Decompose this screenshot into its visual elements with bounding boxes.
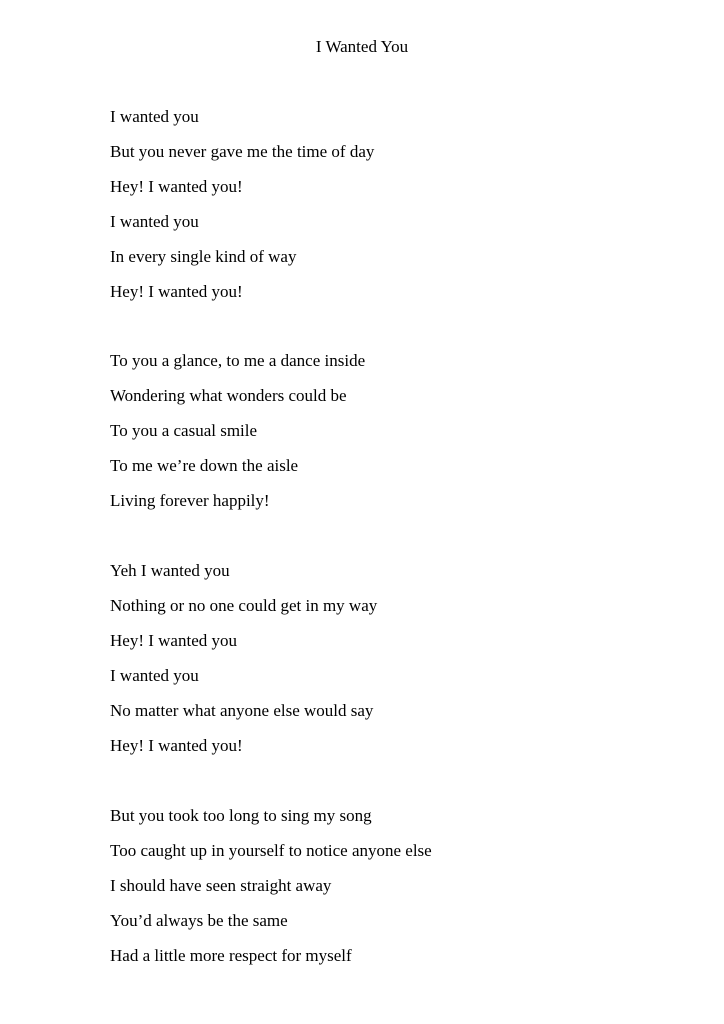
poem-line: Yeh I wanted you: [110, 561, 230, 580]
poem-line: To you a casual smile: [110, 421, 258, 440]
poem-line: But you never gave me the time of day: [110, 142, 375, 161]
poem-line: I should have seen straight away: [110, 876, 332, 895]
poem-line: You’d always be the same: [110, 911, 288, 930]
poem-line: In every single kind of way: [110, 247, 297, 266]
poem-line: I wanted you: [110, 666, 199, 685]
stanza-1: [110, 99, 670, 309]
poem-line: I wanted you: [110, 107, 199, 126]
poem-line: Had a little more respect for myself: [110, 946, 352, 965]
poem-line: I wanted you: [110, 212, 199, 231]
poem-line: Hey! I wanted you: [110, 631, 237, 650]
poem-line: Hey! I wanted you!: [110, 736, 243, 755]
poem-line: Hey! I wanted you!: [110, 282, 243, 301]
stanza-2: [110, 343, 670, 518]
stanza-4: [110, 798, 670, 973]
poem-line: Living forever happily!: [110, 491, 270, 510]
poem-line: Hey! I wanted you!: [110, 177, 243, 196]
poem-title: I Wanted You: [315, 37, 409, 56]
poem-line: Wondering what wonders could be: [110, 386, 347, 405]
poem-line: No matter what anyone else would say: [110, 701, 374, 720]
poem-line: To you a glance, to me a dance inside: [110, 351, 366, 370]
poem-line: Nothing or no one could get in my way: [110, 596, 378, 615]
stanza-3: [110, 553, 670, 763]
poem-line: To me we’re down the aisle: [110, 456, 299, 475]
poem-line: Too caught up in yourself to notice anyone else: [110, 841, 432, 860]
poem-line: But you took too long to sing my song: [110, 806, 372, 825]
